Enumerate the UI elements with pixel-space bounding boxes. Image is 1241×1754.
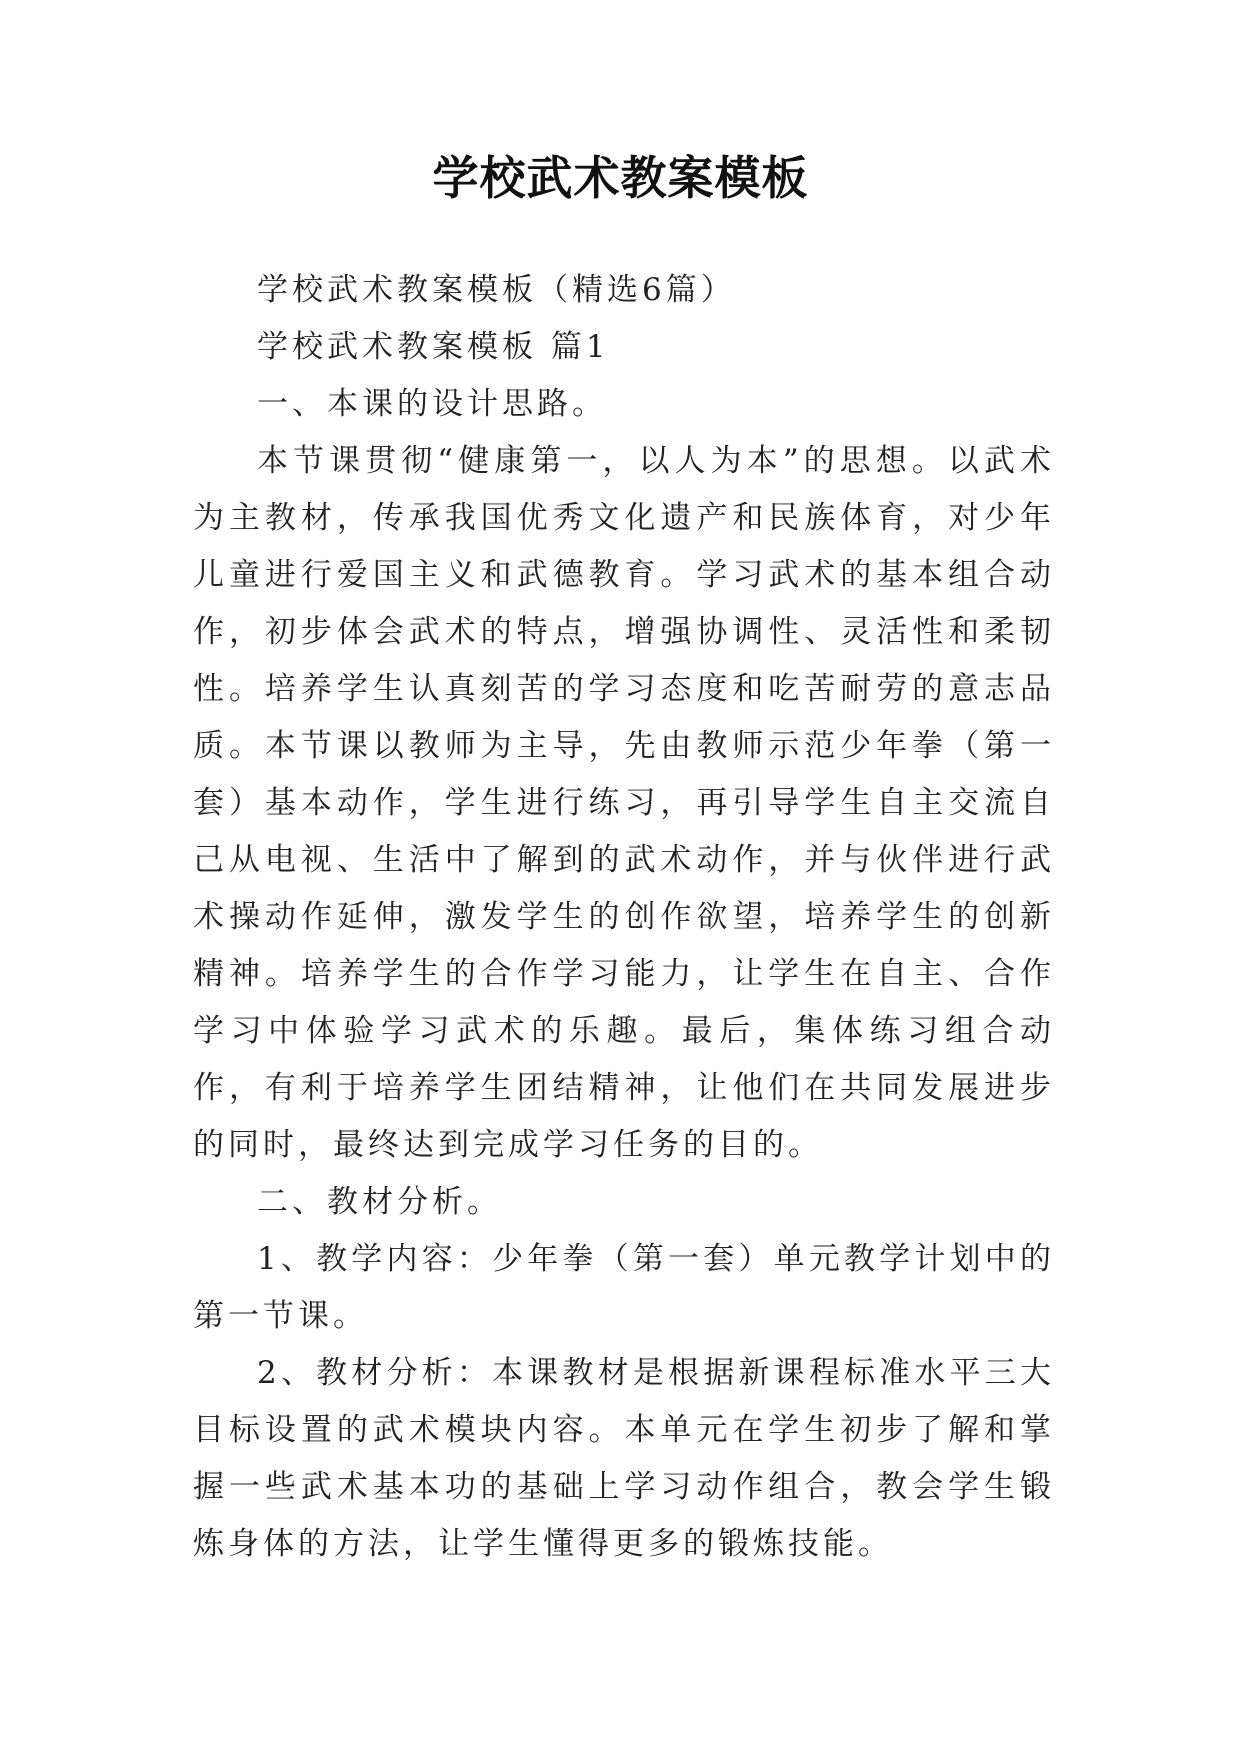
document-body	[193, 262, 1055, 1573]
paragraph-section-heading: 学校武术教案模板 篇1	[257, 329, 610, 365]
paragraph-design-body: 本节课贯彻“健康第一，以人为本”的思想。以武术为主教材，传承我国优秀文化遗产和民族体育，对少年儿童进行爱国主义和武德教育。学习武术的基本组合动作，初步体会武术的特点，增强协调性、灵活性和柔韧性。培养学生认真刻苦的学习态度和吃苦耐劳的意志品质。本节课以教师为主导，先由教师示范少年拳（第一套）基本动作，学生进行练习，再引导学生自主交流自己从电视、生活中了解到的武术动作，并与伙伴进行武术操动作延伸，激发学生的创作欲望，培养学生的创新精神。培养学生的合作学习能力，让学生在自主、合作学习中体验学习武术的乐趣。最后，集体练习组合动作，有利于培养学生团结精神，让他们在共同发展进步的同时，最终达到完成学习任务的目的。	[193, 443, 1055, 1163]
paragraph-analysis: 2、教材分析：本课教材是根据新课程标准水平三大目标设置的武术模块内容。本单元在学生初步了解和掌握一些武术基本功的基础上学习动作组合，教会学生锻炼身体的方法，让学生懂得更多的锻炼技能。	[193, 1355, 1055, 1562]
paragraph-subtitle: 学校武术教案模板（精选6篇）	[257, 272, 736, 308]
paragraph-heading-design: 一、本课的设计思路。	[257, 386, 607, 422]
document-title: 学校武术教案模板	[432, 151, 809, 205]
paragraph-content: 1、教学内容：少年拳（第一套）单元教学计划中的第一节课。	[193, 1241, 1055, 1334]
paragraph-heading-analysis: 二、教材分析。	[257, 1184, 502, 1220]
